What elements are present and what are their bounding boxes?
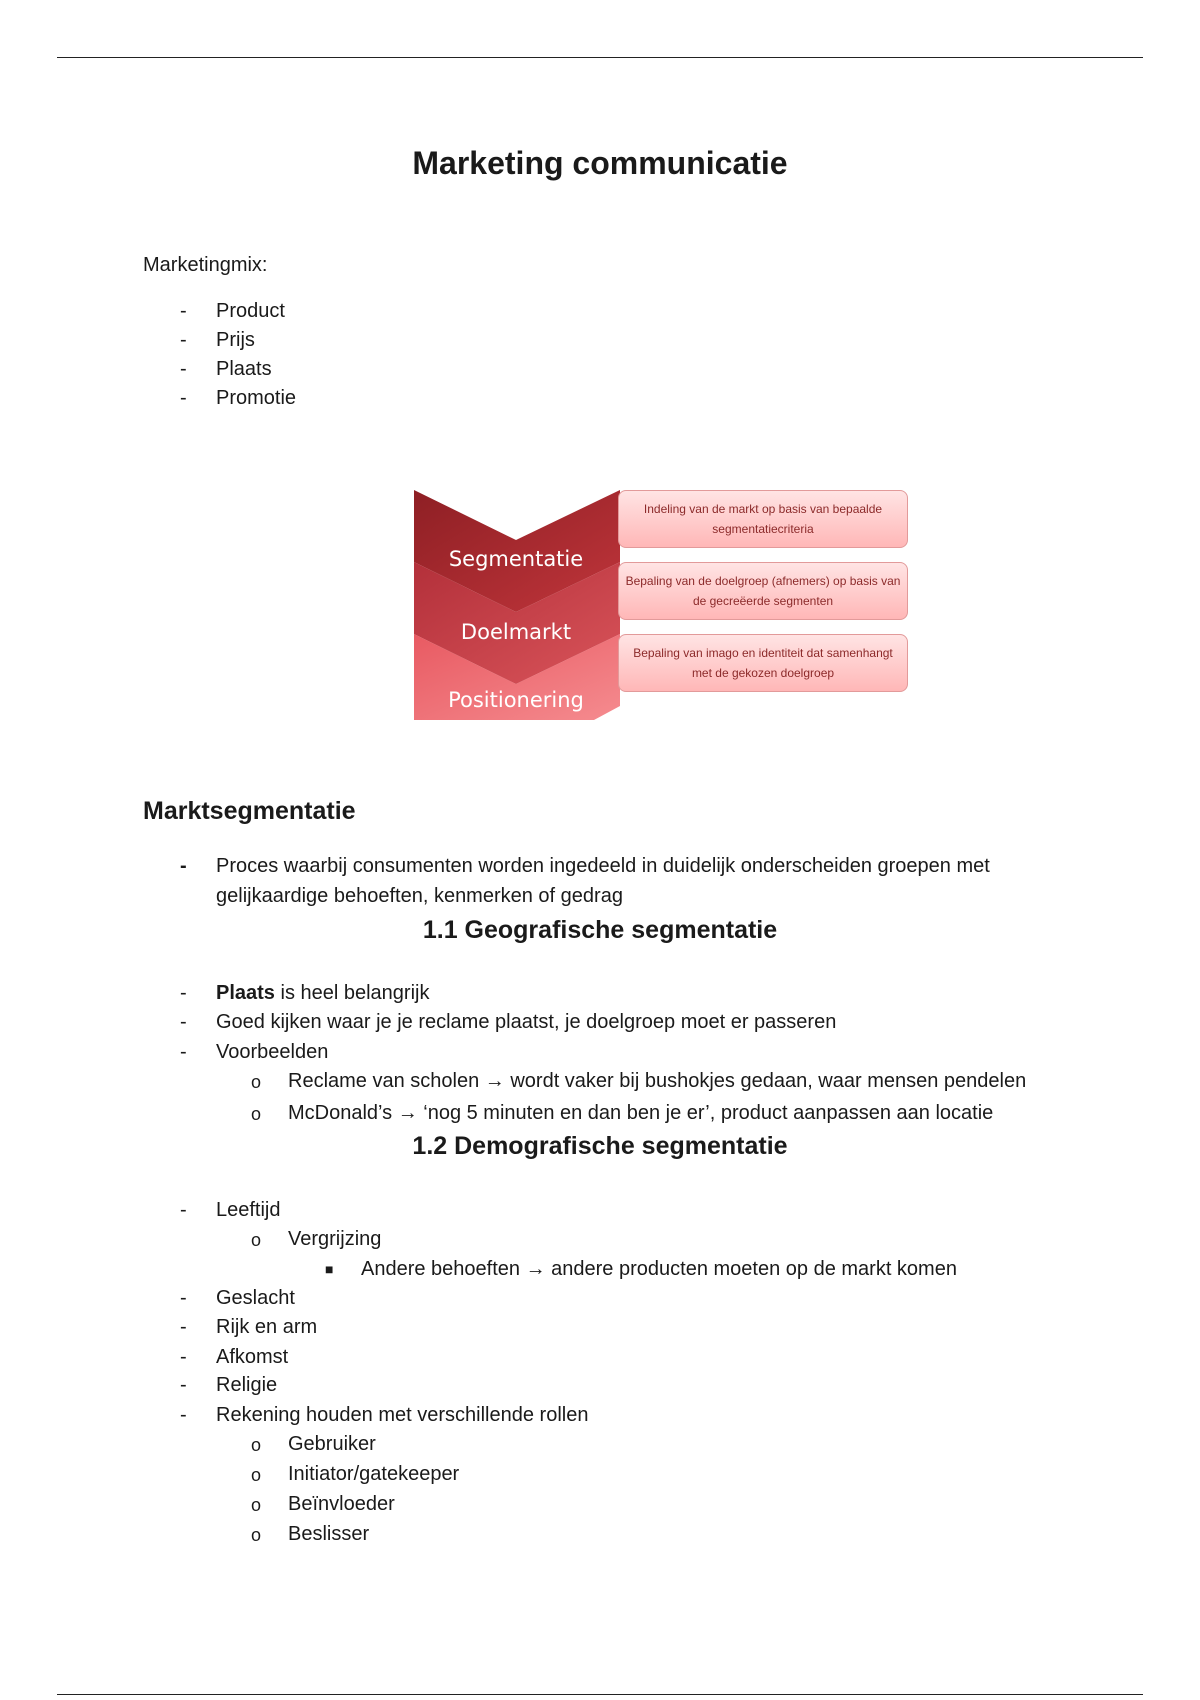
chevron-label-segmentatie: Segmentatie [448,547,584,571]
definition-line: gelijkaardige behoeften, kenmerken of gedrag [216,885,623,907]
list-item: Goed kijken waar je je reclame plaatst, je doelgroep moet er passeren [216,1011,837,1033]
arrow-icon: → [525,1258,546,1280]
circle-bullet: o [251,1495,262,1515]
subsub-item-a: Andere behoeften [361,1258,521,1280]
example-subject: Reclame van scholen [288,1070,480,1092]
square-bullet: ■ [325,1261,334,1277]
chevron-label-positionering: Positionering [448,688,584,712]
subheading-demografisch: 1.2 Demografische segmentatie [412,1132,788,1160]
dash-bullet: - [180,1199,187,1221]
footer-rule [57,1694,1143,1695]
dash-bullet: - [180,387,187,409]
circle-bullet: o [251,1230,262,1250]
list-item: Leeftijd [216,1199,281,1221]
example-subject: McDonald’s [288,1102,393,1124]
dash-bullet: - [180,1346,187,1368]
list-item: Religie [216,1374,278,1396]
role-item: Gebruiker [288,1433,376,1455]
role-item: Beïnvloeder [288,1493,395,1515]
dash-bullet: - [180,982,187,1004]
example-detail: ‘nog 5 minuten en dan ben je er’, product aanpassen aan locatie [423,1102,994,1124]
list-item: Afkomst [216,1346,289,1368]
circle-bullet: o [251,1525,262,1545]
example-detail: wordt vaker bij bushokjes gedaan, waar mensen pendelen [510,1070,1027,1092]
segmentation-diagram [414,488,914,723]
dash-bullet: - [180,300,187,322]
role-item: Initiator/gatekeeper [288,1463,460,1485]
sub-item: Vergrijzing [288,1228,382,1250]
list-item [216,982,429,1005]
circle-bullet: o [251,1072,262,1092]
subsub-item-b: andere producten moeten op de markt komen [551,1258,957,1280]
dash-bullet: - [180,855,187,877]
marketingmix-item: Prijs [216,329,255,351]
chevron-label-doelmarkt: Doelmarkt [460,620,572,644]
subheading-geografisch: 1.1 Geografische segmentatie [422,916,778,944]
description-positionering: Bepaling van imago en identiteit dat samenhangt met de gekozen doelgroep [618,634,908,692]
definition-line: Proces waarbij consumenten worden ingedeeld in duidelijk onderscheiden groepen met [216,855,990,877]
description-doelmarkt: Bepaling van de doelgroep (afnemers) op basis van de gecreëerde segmenten [618,562,908,620]
dash-bullet: - [180,1316,187,1338]
dash-bullet: - [180,1374,187,1396]
list-item-text: is heel belangrijk [274,982,430,1004]
dash-bullet: - [180,1287,187,1309]
marketingmix-label: Marketingmix: [143,254,268,276]
list-item: Rekening houden met verschillende rollen [216,1404,589,1426]
marketingmix-item: Product [216,300,285,322]
marketingmix-item: Plaats [216,358,272,380]
example-item [288,1102,993,1125]
example-item [288,1070,1026,1093]
page-title: Marketing communicatie [412,145,788,181]
section-heading-marktsegmentatie: Marktsegmentatie [143,797,356,825]
dash-bullet: - [180,1404,187,1426]
list-item: Rijk en arm [216,1316,318,1338]
dash-bullet: - [180,1011,187,1033]
circle-bullet: o [251,1435,262,1455]
arrow-icon: → [484,1070,505,1092]
subsub-item [361,1258,957,1281]
emphasis-plaats: Plaats [216,982,275,1004]
list-item: Geslacht [216,1287,295,1309]
list-item: Voorbeelden [216,1041,329,1063]
marketingmix-item: Promotie [216,387,297,409]
dash-bullet: - [180,329,187,351]
description-segmentatie: Indeling van de markt op basis van bepaalde segmentatiecriteria [618,490,908,548]
circle-bullet: o [251,1465,262,1485]
role-item: Beslisser [288,1523,370,1545]
arrow-icon: → [397,1102,418,1124]
dash-bullet: - [180,358,187,380]
circle-bullet: o [251,1104,262,1124]
dash-bullet: - [180,1041,187,1063]
header-rule [57,57,1143,58]
